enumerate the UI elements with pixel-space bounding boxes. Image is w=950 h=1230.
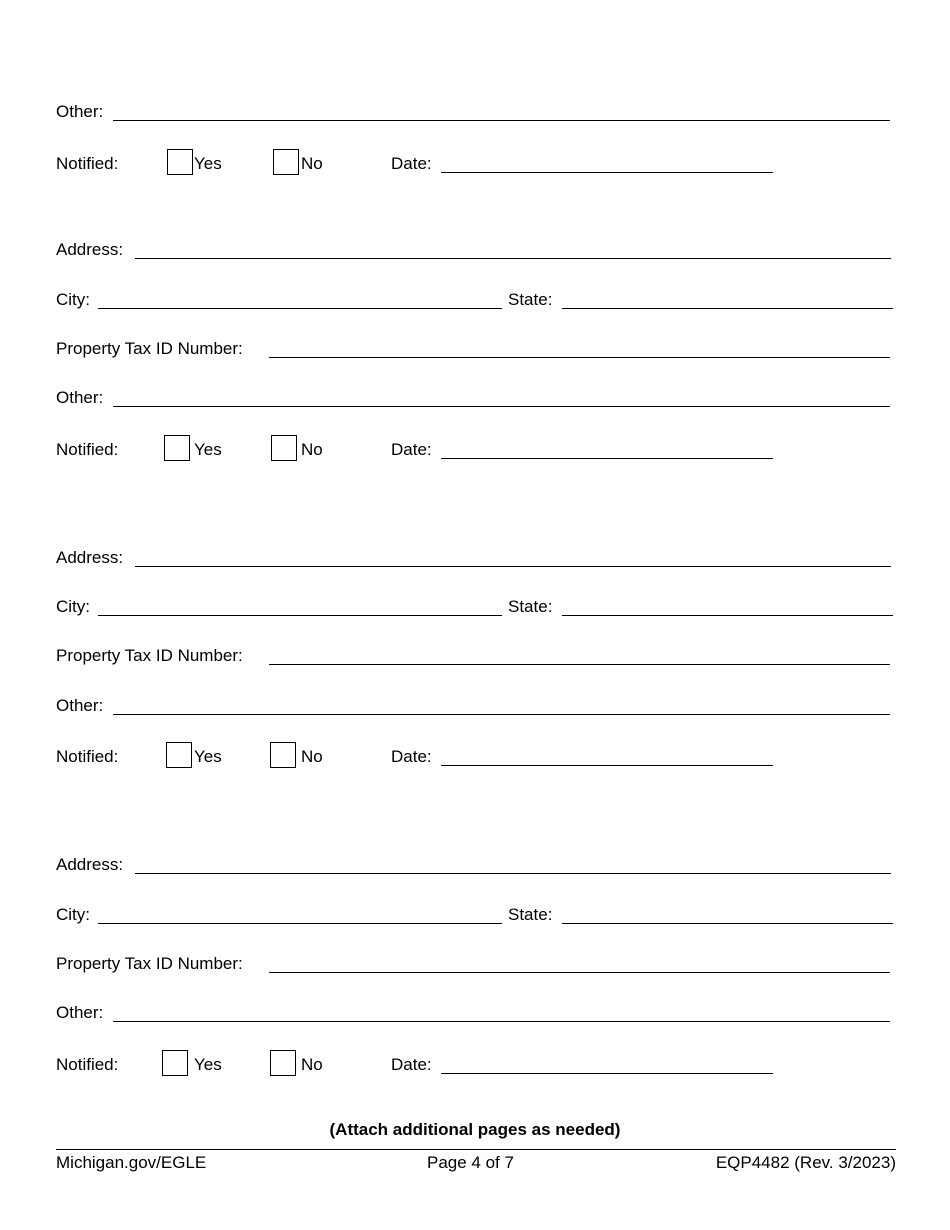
address-label: Address:: [56, 240, 124, 259]
other-label: Other:: [56, 696, 104, 715]
date-label: Date:: [391, 1055, 432, 1074]
footer-website: Michigan.gov/EGLE: [56, 1153, 207, 1172]
no-label: No: [301, 440, 323, 459]
other-field-2[interactable]: [113, 406, 890, 407]
notified-yes-checkbox-2[interactable]: [164, 435, 190, 461]
date-label: Date:: [391, 747, 432, 766]
date-field-3[interactable]: [441, 765, 773, 766]
address-field-3[interactable]: [135, 566, 891, 567]
yes-label: Yes: [194, 747, 222, 766]
tax-id-label: Property Tax ID Number:: [56, 339, 243, 358]
notified-label: Notified:: [56, 440, 119, 459]
city-label: City:: [56, 905, 90, 924]
date-field-2[interactable]: [441, 458, 773, 459]
page-footer: [56, 1152, 896, 1174]
no-label: No: [301, 747, 323, 766]
attach-note: (Attach additional pages as needed): [329, 1120, 621, 1139]
state-field-4[interactable]: [562, 923, 893, 924]
notified-yes-checkbox-3[interactable]: [166, 742, 192, 768]
address-label: Address:: [56, 855, 124, 874]
date-field-4[interactable]: [441, 1073, 773, 1074]
city-field-4[interactable]: [98, 923, 502, 924]
notified-no-checkbox-2[interactable]: [271, 435, 297, 461]
notified-no-checkbox-3[interactable]: [270, 742, 296, 768]
no-label: No: [301, 154, 323, 173]
notified-label: Notified:: [56, 747, 119, 766]
city-label: City:: [56, 290, 90, 309]
city-label: City:: [56, 597, 90, 616]
notified-label: Notified:: [56, 1055, 119, 1074]
yes-label: Yes: [194, 440, 222, 459]
other-field-4[interactable]: [113, 1021, 890, 1022]
other-label: Other:: [56, 102, 104, 121]
notified-no-checkbox-4[interactable]: [270, 1050, 296, 1076]
address-field-4[interactable]: [135, 873, 891, 874]
other-label: Other:: [56, 1003, 104, 1022]
no-label: No: [301, 1055, 323, 1074]
footer-page-number: Page 4 of 7: [427, 1153, 514, 1172]
footer-form-id: EQP4482 (Rev. 3/2023): [715, 1153, 896, 1172]
tax-id-field-4[interactable]: [269, 972, 890, 973]
state-label: State:: [508, 290, 553, 309]
footer-divider: [56, 1149, 896, 1150]
state-label: State:: [508, 905, 553, 924]
notified-label: Notified:: [56, 154, 119, 173]
state-label: State:: [508, 597, 553, 616]
state-field-3[interactable]: [562, 615, 893, 616]
date-label: Date:: [391, 440, 432, 459]
yes-label: Yes: [194, 1055, 222, 1074]
address-field-2[interactable]: [135, 258, 891, 259]
yes-label: Yes: [194, 154, 222, 173]
city-field-3[interactable]: [98, 615, 502, 616]
other-label: Other:: [56, 388, 104, 407]
city-field-2[interactable]: [98, 308, 502, 309]
date-label: Date:: [391, 154, 432, 173]
tax-id-label: Property Tax ID Number:: [56, 954, 243, 973]
notified-yes-checkbox-4[interactable]: [162, 1050, 188, 1076]
other-field-3[interactable]: [113, 714, 890, 715]
other-field-1[interactable]: [113, 120, 890, 121]
address-label: Address:: [56, 548, 124, 567]
notified-yes-checkbox-1[interactable]: [167, 149, 193, 175]
date-field-1[interactable]: [441, 172, 773, 173]
tax-id-field-3[interactable]: [269, 664, 890, 665]
tax-id-field-2[interactable]: [269, 357, 890, 358]
notified-no-checkbox-1[interactable]: [273, 149, 299, 175]
state-field-2[interactable]: [562, 308, 893, 309]
tax-id-label: Property Tax ID Number:: [56, 646, 243, 665]
